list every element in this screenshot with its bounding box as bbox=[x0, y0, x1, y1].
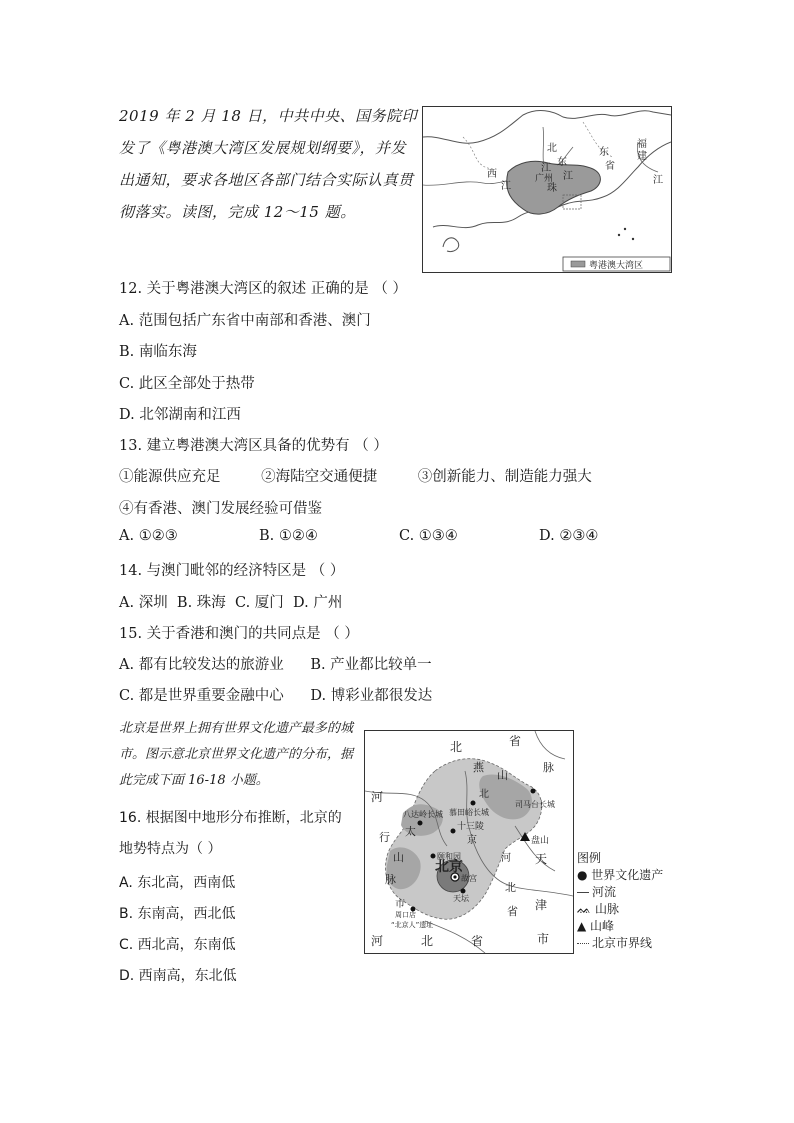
map1-label-fu: 福 bbox=[637, 139, 647, 150]
map2-label-mai2: 脉 bbox=[385, 873, 396, 886]
map1-label-bei: 北 bbox=[547, 143, 557, 154]
q13-item-2: ②海陆空交通便捷 bbox=[261, 469, 378, 485]
map2-label-bei-right: 北 bbox=[505, 881, 516, 894]
map1-label-guangzhou: 广州 bbox=[535, 174, 554, 184]
map1-label-jian: 建 bbox=[637, 151, 647, 162]
map2-label-tiantan: 天坛 bbox=[453, 894, 469, 903]
map2-label-shi-right: 市 bbox=[537, 932, 550, 946]
map2-label-hang: 行 bbox=[379, 831, 390, 844]
q16-option-d: D. 西南高，东北低 bbox=[119, 968, 237, 984]
map2-label-gugong: 故宫 bbox=[461, 874, 477, 883]
q13-option-d: D. ②③④ bbox=[539, 528, 599, 544]
peak-triangle-icon: ▲ bbox=[577, 919, 591, 933]
map2-label-tian: 天 bbox=[535, 852, 548, 866]
map2-label-shan: 山 bbox=[497, 769, 508, 782]
map1-label-jiang-2: 江 bbox=[541, 163, 551, 174]
q15-options-row-2 bbox=[119, 684, 432, 705]
map2-label-jing: 京 bbox=[467, 835, 477, 846]
map1-label-dong-2: 东 bbox=[599, 147, 609, 158]
map2-legend-river: 河流 bbox=[577, 884, 663, 901]
q16-option-b: B. 东南高，西北低 bbox=[119, 906, 236, 922]
q12-option-c: C. 此区全部处于热带 bbox=[119, 376, 255, 392]
q16-stem-2: 地势特点为（ ） bbox=[119, 841, 222, 857]
map2-label-sheng-bottom: 省 bbox=[471, 934, 484, 948]
q16-option-c: C. 西北高，东南低 bbox=[119, 937, 236, 953]
q15-option-d: D. 博彩业都很发达 bbox=[310, 688, 433, 704]
q13-items-row bbox=[119, 465, 592, 486]
map2-label-he-right: 河 bbox=[501, 853, 511, 864]
map1-label-dong: 东 bbox=[557, 157, 567, 168]
intro-paragraph-2: 北京是世界上拥有世界文化遗产最多的城市。图示意北京世界文化遗产的分布，据此完成下面 16-18 小题。 bbox=[119, 721, 354, 788]
map2-label-bei-mid: 北 bbox=[479, 789, 489, 800]
map2-label-beijing: 北京 bbox=[435, 859, 463, 875]
map1-svg bbox=[423, 107, 671, 272]
q16-stem-1: 16. 根据图中地形分布推断，北京的 bbox=[119, 810, 342, 826]
map1-label-jiang-4: 江 bbox=[653, 175, 663, 186]
q15-stem: 15. 关于香港和澳门的共同点是 （ ） bbox=[119, 626, 359, 642]
q12-option-a: A. 范围包括广东省中南部和香港、澳门 bbox=[119, 313, 371, 329]
greater-bay-area-map bbox=[422, 106, 672, 273]
map2-label-yan: 燕 bbox=[473, 761, 484, 774]
map2-label-he-left: 河 bbox=[371, 790, 384, 804]
q15-option-b: B. 产业都比较单一 bbox=[310, 657, 432, 673]
q13-item-4: ④有香港、澳门发展经验可借鉴 bbox=[119, 501, 322, 517]
heritage-dot-icon: ● bbox=[577, 868, 592, 882]
map2-label-simatai: 司马台长城 bbox=[515, 800, 555, 809]
map2-label-mutianyu: 慕田峪长城 bbox=[449, 808, 489, 817]
q14-stem: 14. 与澳门毗邻的经济特区是 （ ） bbox=[119, 563, 345, 579]
map2-label-sheng-top: 省 bbox=[509, 734, 522, 748]
map1-label-jiang-3: 江 bbox=[563, 171, 573, 182]
mountain-range-icon: ᨐ bbox=[577, 902, 595, 916]
map1-label-xi: 西 bbox=[487, 169, 497, 180]
q13-option-b: B. ①②④ bbox=[259, 528, 318, 544]
map1-label-zhu: 珠 bbox=[547, 183, 557, 194]
map2-label-shi-left: 市 bbox=[395, 899, 405, 910]
map2-label-yiheyuan: 颐和园 bbox=[437, 852, 461, 861]
intro-paragraph-1: 2019 年 2 月 18 日，中共中央、国务院印发了《粤港澳大湾区发展规划纲要》，并发出通知，要求各地区各部门结合实际认真贯彻落实。读图，完成 12～15 题。 bbox=[119, 107, 418, 221]
q13-stem: 13. 建立粤港澳大湾区具备的优势有 （ ） bbox=[119, 438, 388, 454]
map2-label-jin: 津 bbox=[535, 898, 548, 912]
q13-options-row bbox=[119, 528, 598, 544]
q13-item-1: ①能源供应充足 bbox=[119, 469, 221, 485]
q13-option-c: C. ①③④ bbox=[399, 528, 458, 544]
map2-label-shan2: 山 bbox=[393, 851, 404, 864]
beijing-heritage-map bbox=[364, 730, 574, 954]
q13-item-3: ③创新能力、制造能力强大 bbox=[417, 469, 592, 485]
map2-legend bbox=[577, 850, 663, 952]
q12-option-d: D. 北邻湖南和江西 bbox=[119, 407, 241, 423]
q16-option-a: A. 东北高，西南低 bbox=[119, 875, 236, 891]
map2-label-tai: 太 bbox=[405, 825, 416, 838]
map2-label-shisanling: 十三陵 bbox=[457, 822, 485, 832]
river-line-icon bbox=[577, 892, 589, 893]
map2-label-he-bottom: 河 bbox=[371, 934, 384, 948]
map2-legend-peak: ▲ 山峰 bbox=[577, 919, 615, 933]
map2-label-north-top: 北 bbox=[450, 740, 463, 754]
map2-legend-title: 图例 bbox=[577, 851, 602, 865]
map2-legend-boundary: 北京市界线 bbox=[577, 935, 663, 952]
q15-option-a: A. 都有比较发达的旅游业 bbox=[119, 657, 284, 673]
map1-label-jiang-1: 江 bbox=[501, 181, 511, 192]
map2-legend-mountain: ᨐ 山脉 bbox=[577, 902, 619, 916]
boundary-line-icon bbox=[577, 943, 589, 944]
map2-label-beijingren: “北京人”遗址 bbox=[391, 921, 434, 929]
map2-label-bei-bottom: 北 bbox=[421, 934, 434, 948]
map2-label-mai: 脉 bbox=[543, 761, 554, 774]
map1-legend-swatch bbox=[571, 261, 585, 267]
map2-svg bbox=[365, 731, 573, 953]
map2-label-badaling: 八达岭长城 bbox=[403, 810, 443, 819]
map1-legend-label: 粤港澳大湾区 bbox=[589, 261, 644, 271]
q12-stem: 12. 关于粤港澳大湾区的叙述 正确的是 （ ） bbox=[119, 281, 407, 297]
q14-options: A. 深圳 B. 珠海 C. 厦门 D. 广州 bbox=[119, 595, 343, 611]
q13-option-a: A. ①②③ bbox=[119, 528, 178, 544]
q12-option-b: B. 南临东海 bbox=[119, 344, 197, 360]
map2-legend-heritage: ● 世界文化遗产 bbox=[577, 868, 664, 882]
q15-options-row-1 bbox=[119, 653, 432, 674]
map1-label-sheng: 省 bbox=[605, 161, 615, 172]
q15-option-c: C. 都是世界重要金融中心 bbox=[119, 688, 284, 704]
map2-label-panshan: 盘山 bbox=[531, 836, 550, 846]
map2-label-zhoukoudian: 周口店 bbox=[395, 911, 416, 919]
map2-label-sheng-right: 省 bbox=[507, 905, 518, 918]
